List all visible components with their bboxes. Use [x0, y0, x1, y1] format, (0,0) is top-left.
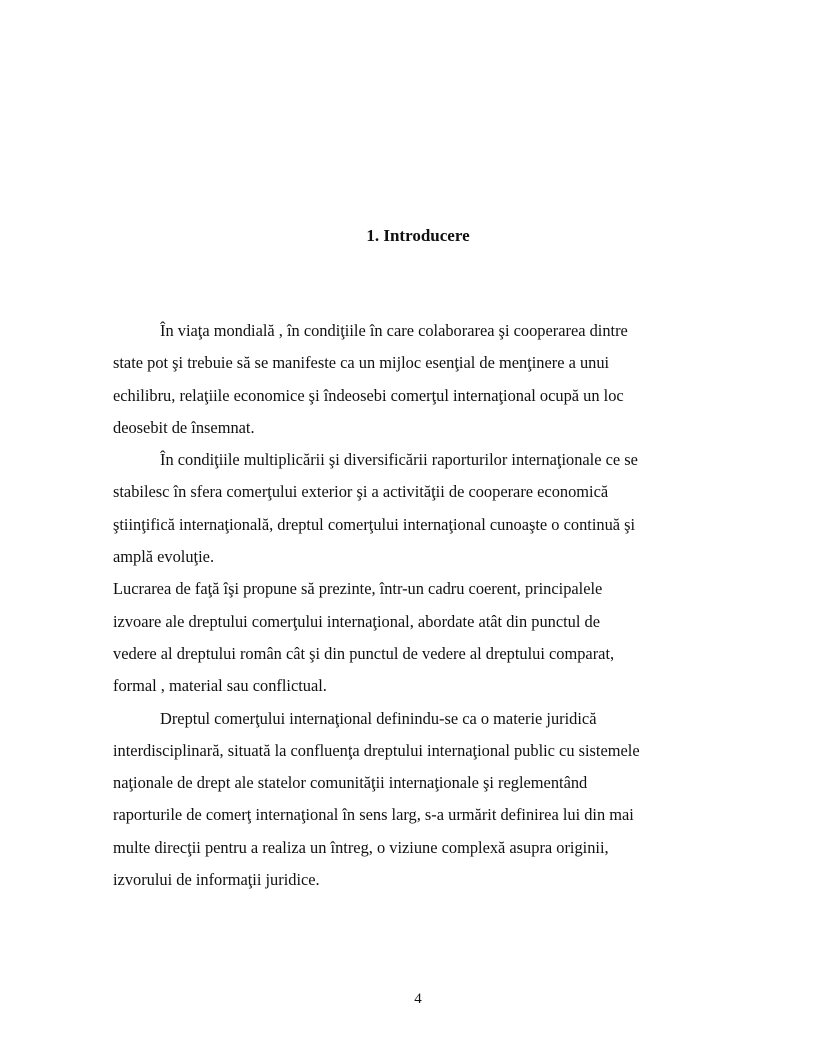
- text-line: state pot şi trebuie să se manifeste ca un mijloc esenţial de menţinere a unui: [113, 353, 610, 373]
- text-line: În viaţa mondială , în condiţiile în care colaborarea şi cooperarea dintre: [160, 321, 628, 340]
- text-line: În condiţiile multiplicării şi diversificării raporturilor internaţionale ce se: [160, 450, 638, 470]
- body-text: [113, 315, 716, 896]
- text-line: ştiinţifică internaţională, dreptul comerţului internaţional cunoaşte o continuă şi: [113, 514, 636, 534]
- text-line: formal , material sau conflictual.: [113, 676, 327, 696]
- section-heading: 1. Introducere: [366, 226, 470, 245]
- text-line: echilibru, relaţiile economice şi îndeosebi comerţul internaţional ocupă un loc: [113, 385, 624, 405]
- text-line: izvorului de informaţii juridice.: [113, 870, 320, 890]
- text-line: naţionale de drept ale statelor comunităţii internaţionale şi reglementând: [113, 773, 588, 793]
- text-line: deosebit de însemnat.: [113, 417, 255, 437]
- text-line: multe direcţii pentru a realiza un întreg, o viziune complexă asupra originii,: [113, 837, 609, 857]
- text-line: izvoare ale dreptului comerţului internaţional, abordate atât din punctul de: [113, 611, 600, 631]
- text-line: amplă evoluţie.: [113, 547, 215, 567]
- paragraph-4: [113, 703, 716, 897]
- page-number: 4: [414, 991, 422, 1007]
- paragraph-1: [113, 315, 716, 444]
- text-line: interdisciplinară, situată la confluenţa dreptului internaţional public cu sistemele: [113, 740, 640, 760]
- text-line: Dreptul comerţului internaţional definindu-se ca o materie juridică: [160, 708, 597, 728]
- text-line: vedere al dreptului român cât şi din punctul de vedere al dreptului comparat,: [113, 643, 615, 663]
- text-line: raporturile de comerţ internaţional în sens larg, s-a urmărit definirea lui din mai: [113, 805, 634, 825]
- paragraph-3: [113, 573, 716, 702]
- text-line: Lucrarea de faţă îşi propune să prezinte, într-un cadru coerent, principalele: [113, 579, 603, 599]
- paragraph-2: [113, 444, 716, 573]
- text-line: stabilesc în sfera comerţului exterior şi a activităţii de cooperare economică: [113, 482, 609, 502]
